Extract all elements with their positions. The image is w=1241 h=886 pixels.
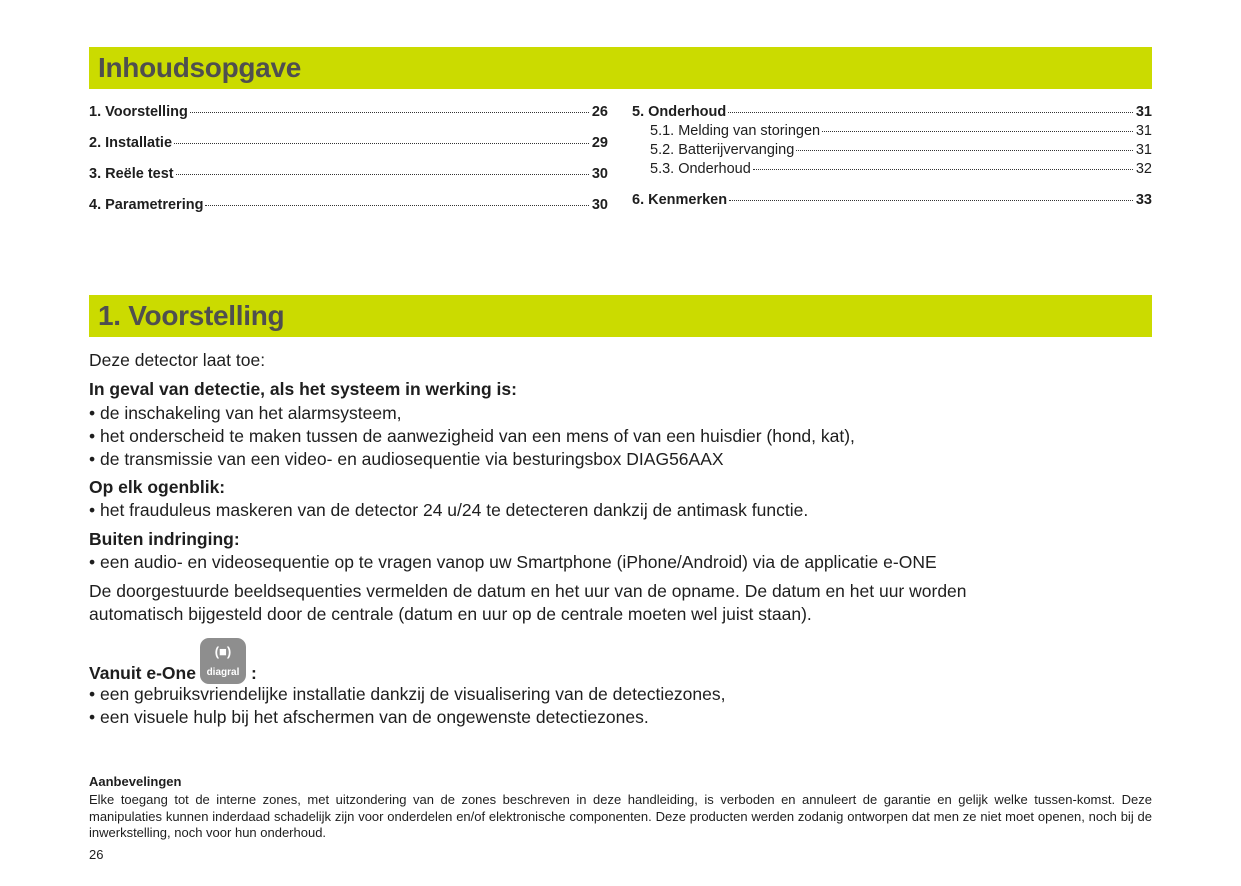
toc-entry-voorstelling[interactable] (89, 104, 608, 120)
toc-entry-onderhoud[interactable] (632, 104, 1152, 120)
recommendations-text: Elke toegang tot de interne zones, met uitzondering van de zones beschreven in deze handleiding, is verboden en annuleert de garantie en gelijk welke tussen-komst. Deze manipulaties kunnen inderdaad schadelijk zijn voor onderdelen en/of elektronische componenten. Deze producten werden zodanig ontworpen dat men ze niet moet openen, noch bij de inwerkstelling, noch voor hun onderhoud. (89, 792, 1152, 840)
toc-entry-page: 33 (1135, 192, 1152, 208)
section-title-bar (89, 295, 1152, 337)
toc-entry-label: 6. Kenmerken (632, 192, 728, 208)
toc-entry-onderhoud-sub[interactable] (650, 161, 1152, 177)
bullet-item: • een audio- en videosequentie op te vragen vanop uw Smartphone (iPhone/Android) via de applicatie e-ONE (89, 552, 937, 572)
heading-colon: : (250, 663, 257, 683)
toc-entry-page: 30 (591, 197, 608, 213)
heading-detection: In geval van detectie, als het systeem in werking is: (89, 379, 517, 399)
diagral-logo: diagral (206, 667, 240, 678)
toc-entry-label: 5.3. Onderhoud (650, 161, 751, 177)
intro-text: Deze detector laat toe: (89, 350, 266, 370)
paragraph-line: automatisch bijgesteld door de centrale (datum en uur op de centrale moeten wel juist staan). (89, 604, 812, 624)
bullet-item: • het onderscheid te maken tussen de aanwezigheid van een mens of van een huisdier (hond, kat), (89, 426, 855, 446)
leader-dots (205, 205, 588, 206)
toc-entry-page: 31 (1135, 123, 1152, 139)
section-title: 1. Voorstelling (98, 300, 285, 331)
heading-any-moment: Op elk ogenblik: (89, 477, 226, 497)
bullet-item: • het frauduleus maskeren van de detector 24 u/24 te detecteren dankzij de antimask functie. (89, 500, 809, 520)
leader-dots (729, 200, 1133, 201)
recommendations-title: Aanbevelingen (89, 774, 182, 789)
toc-entry-label: 4. Parametrering (89, 197, 204, 213)
toc-entry-label: 3. Reële test (89, 166, 174, 182)
toc-entry-reele-test[interactable] (89, 166, 608, 182)
heading-from-eone-label: Vanuit e-One (89, 663, 196, 683)
paragraph-line: De doorgestuurde beeldsequenties vermelden de datum en het uur van de opname. De datum en het uur worden (89, 581, 967, 601)
toc-entry-page: 31 (1135, 104, 1152, 120)
toc-entry-page: 26 (591, 104, 608, 120)
toc-entry-kenmerken[interactable] (632, 192, 1152, 208)
toc-title-bar (89, 47, 1152, 89)
leader-dots (190, 112, 589, 113)
camera-icon: (■) (214, 644, 232, 659)
bullet-item: • een gebruiksvriendelijke installatie dankzij de visualisering van de detectiezones, (89, 684, 726, 704)
heading-from-eone (89, 636, 257, 684)
toc-entry-page: 32 (1135, 161, 1152, 177)
toc-entry-label: 5.2. Batterijvervanging (650, 142, 795, 158)
toc-entry-page: 29 (591, 135, 608, 151)
page-number: 26 (89, 847, 104, 862)
toc-entry-page: 30 (591, 166, 608, 182)
leader-dots (174, 143, 589, 144)
bullet-item: • de inschakeling van het alarmsysteem, (89, 403, 402, 423)
bullet-item: • de transmissie van een video- en audiosequentie via besturingsbox DIAG56AAX (89, 449, 724, 469)
toc-entry-batterij[interactable] (650, 142, 1152, 158)
heading-outside-intrusion: Buiten indringing: (89, 529, 240, 549)
toc-entry-parametrering[interactable] (89, 197, 608, 213)
toc-entry-melding[interactable] (650, 123, 1152, 139)
leader-dots (753, 169, 1133, 170)
toc-entry-label: 5.1. Melding van storingen (650, 123, 821, 139)
eone-app-icon (200, 638, 246, 684)
toc-entry-installatie[interactable] (89, 135, 608, 151)
leader-dots (796, 150, 1133, 151)
toc-entry-label: 2. Installatie (89, 135, 173, 151)
toc-entry-page: 31 (1135, 142, 1152, 158)
leader-dots (728, 112, 1133, 113)
leader-dots (822, 131, 1133, 132)
toc-title: Inhoudsopgave (98, 52, 301, 83)
bullet-item: • een visuele hulp bij het afschermen van de ongewenste detectiezones. (89, 707, 649, 727)
leader-dots (176, 174, 589, 175)
toc-entry-label: 1. Voorstelling (89, 104, 188, 120)
toc-entry-label: 5. Onderhoud (632, 104, 727, 120)
